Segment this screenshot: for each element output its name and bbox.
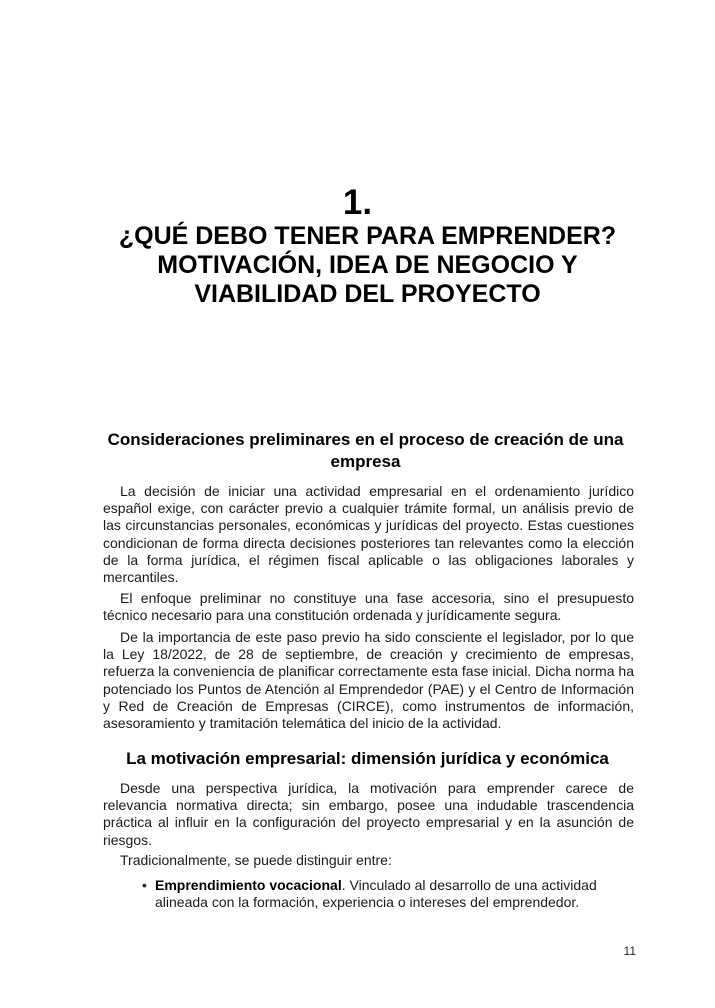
section-heading-motivation: La motivación empresarial: dimensión jurídica y económica: [126, 749, 609, 768]
page-number: 11: [623, 944, 636, 958]
bullet-term: Emprendimiento vocacional: [155, 877, 342, 893]
paragraph: De la importancia de este paso previo ha sido consciente el legislador, por lo que la Ley 18/2022, de 28 de septiembre, de creación y crecimiento de empresas, refuerza la conveniencia de planificar correctamente esta fase inicial. Dicha norma ha potenciado los Puntos de Atención al Emprendedor (PAE) y el Centro de Información y Red de Creación de Empresas (CIRCE), como instrumentos de información, asesoramiento y tramitación telemática del inicio de la actividad.: [103, 629, 634, 732]
bullet-text: . Vinculado al desarrollo de una actividad alineada con la formación, experiencia o intereses del emprendedor.: [155, 877, 597, 911]
chapter-title: ¿QUÉ DEBO TENER PARA EMPRENDER? MOTIVACIÓN, IDEA DE NEGOCIO Y VIABILIDAD DEL PROYECTO: [118, 222, 617, 308]
section-heading-preliminary: Consideraciones preliminares en el proceso de creación de una empresa: [107, 430, 624, 471]
paragraph: La decisión de iniciar una actividad empresarial en el ordenamiento jurídico español exige, con carácter previo a cualquier trámite formal, un análisis previo de las circunstancias personales, económicas y jurídicas del proyecto. Estas cuestiones condicionan de forma directa decisiones posteriores tan relevantes como la elección de la forma jurídica, el régimen fiscal aplicable o las obligaciones laborales y mercantiles.: [103, 483, 634, 586]
paragraph: Desde una perspectiva jurídica, la motivación para emprender carece de relevancia normativa directa; sin embargo, posee una indudable trascendencia práctica al influir en la configuración del proyecto empresarial y en la asunción de riesgos.: [103, 780, 634, 848]
paragraph: Tradicionalmente, se puede distinguir entre:: [120, 852, 392, 868]
chapter-number: 1.: [342, 183, 373, 222]
bullet-dot: •: [142, 877, 147, 893]
paragraph: El enfoque preliminar no constituye una fase accesoria, sino el presupuesto técnico necesario para una constitución ordenada y jurídicamente segura.: [103, 590, 634, 624]
bullet-item: [142, 877, 647, 911]
